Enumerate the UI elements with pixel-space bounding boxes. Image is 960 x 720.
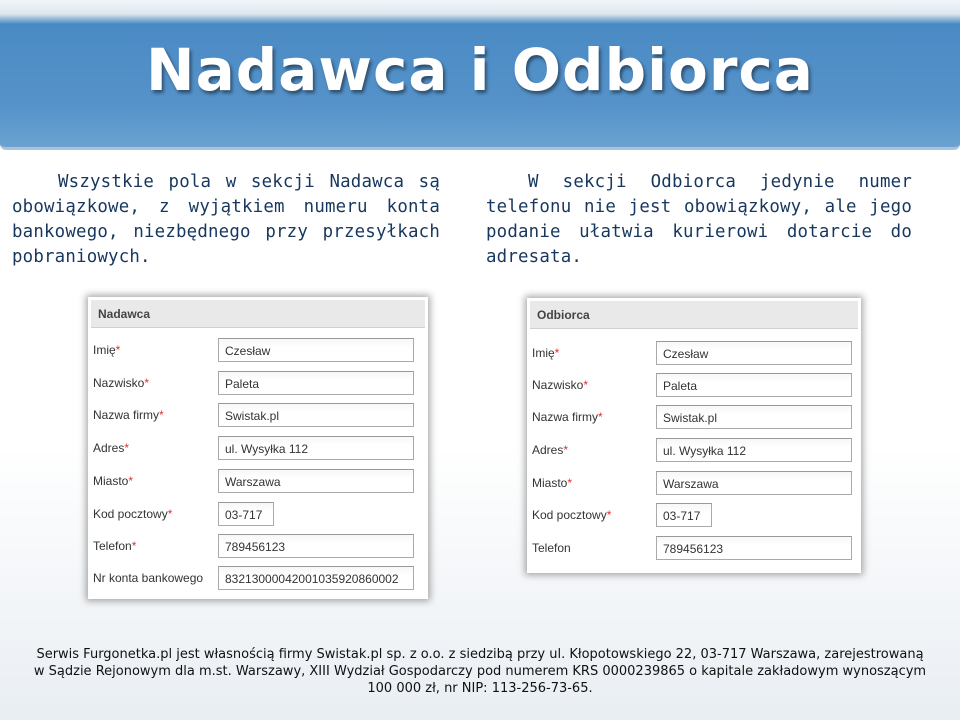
recipient-last-name-label: Nazwisko* — [532, 378, 589, 392]
sender-first-name-row — [88, 338, 428, 364]
recipient-first-name-label: Imię* — [532, 346, 560, 360]
sender-description: Wszystkie pola w sekcji Nadawca są obowiązkowe, z wyjątkiem numeru konta bankowego, niezbędnego przy przesyłkach pobraniowych. — [12, 172, 440, 267]
sender-postal-code-input[interactable]: 03-717 — [218, 502, 274, 526]
title-banner — [0, 0, 960, 150]
sender-phone-label: Telefon* — [93, 539, 137, 553]
recipient-last-name-input[interactable]: Paleta — [656, 373, 852, 397]
recipient-phone-row — [527, 536, 861, 562]
recipient-form-panel — [527, 298, 861, 573]
recipient-postal-code-label: Kod pocztowy* — [532, 508, 612, 522]
sender-city-label: Miasto* — [93, 474, 134, 488]
sender-postal-code-label: Kod pocztowy* — [93, 507, 173, 521]
sender-company-input[interactable]: Swistak.pl — [218, 403, 414, 427]
sender-city-row — [88, 469, 428, 495]
recipient-description: W sekcji Odbiorca jedynie numer telefonu nie jest obowiązkowy, ale jego podanie ułatwia kurierowi dotarcie do adresata. — [486, 172, 912, 267]
sender-postal-code-row — [88, 502, 428, 528]
sender-bank-account-label: Nr konta bankowego — [93, 571, 204, 585]
sender-form-heading: Nadawca — [91, 300, 425, 328]
recipient-address-input[interactable]: ul. Wysyłka 112 — [656, 438, 852, 462]
recipient-phone-input[interactable]: 789456123 — [656, 536, 852, 560]
sender-first-name-input[interactable]: Czesław — [218, 338, 414, 362]
sender-last-name-row — [88, 371, 428, 397]
recipient-form-heading: Odbiorca — [530, 301, 858, 329]
sender-company-row — [88, 403, 428, 429]
sender-phone-row — [88, 534, 428, 560]
sender-phone-input[interactable]: 789456123 — [218, 534, 414, 558]
sender-last-name-label: Nazwisko* — [93, 376, 150, 390]
sender-first-name-label: Imię* — [93, 343, 121, 357]
sender-bank-account-input[interactable]: 83213000042001035920860002 — [218, 566, 414, 590]
recipient-first-name-row — [527, 341, 861, 367]
recipient-last-name-row — [527, 373, 861, 399]
recipient-postal-code-input[interactable]: 03-717 — [656, 503, 712, 527]
recipient-company-row — [527, 405, 861, 431]
recipient-city-label: Miasto* — [532, 476, 573, 490]
sender-company-label: Nazwa firmy* — [93, 408, 164, 422]
slide-title: Nadawca i Odbiorca — [146, 36, 814, 104]
sender-address-row — [88, 436, 428, 462]
recipient-phone-label: Telefon — [532, 541, 571, 555]
recipient-city-input[interactable]: Warszawa — [656, 471, 852, 495]
recipient-company-input[interactable]: Swistak.pl — [656, 405, 852, 429]
recipient-address-row — [527, 438, 861, 464]
sender-form-panel — [88, 297, 428, 599]
recipient-city-row — [527, 471, 861, 497]
sender-last-name-input[interactable]: Paleta — [218, 371, 414, 395]
recipient-company-label: Nazwa firmy* — [532, 410, 603, 424]
sender-city-input[interactable]: Warszawa — [218, 469, 414, 493]
recipient-first-name-input[interactable]: Czesław — [656, 341, 852, 365]
sender-address-input[interactable]: ul. Wysyłka 112 — [218, 436, 414, 460]
recipient-postal-code-row — [527, 503, 861, 529]
sender-bank-account-row — [88, 566, 428, 592]
legal-footer: Serwis Furgonetka.pl jest własnością firmy Swistak.pl sp. z o.o. z siedzibą przy ul. Kłopotowskiego 22, 03-717 Warszawa, zarejestrowaną w Sądzie Rejonowym dla m.st. Warszawy, XIII Wydział Gospodarczy pod numerem KRS 0000239865 o kapitale zakładowym wynoszącym 100 000 zł, nr NIP: 113-256-73-65. — [33, 647, 927, 696]
recipient-address-label: Adres* — [532, 443, 569, 457]
sender-address-label: Adres* — [93, 441, 130, 455]
